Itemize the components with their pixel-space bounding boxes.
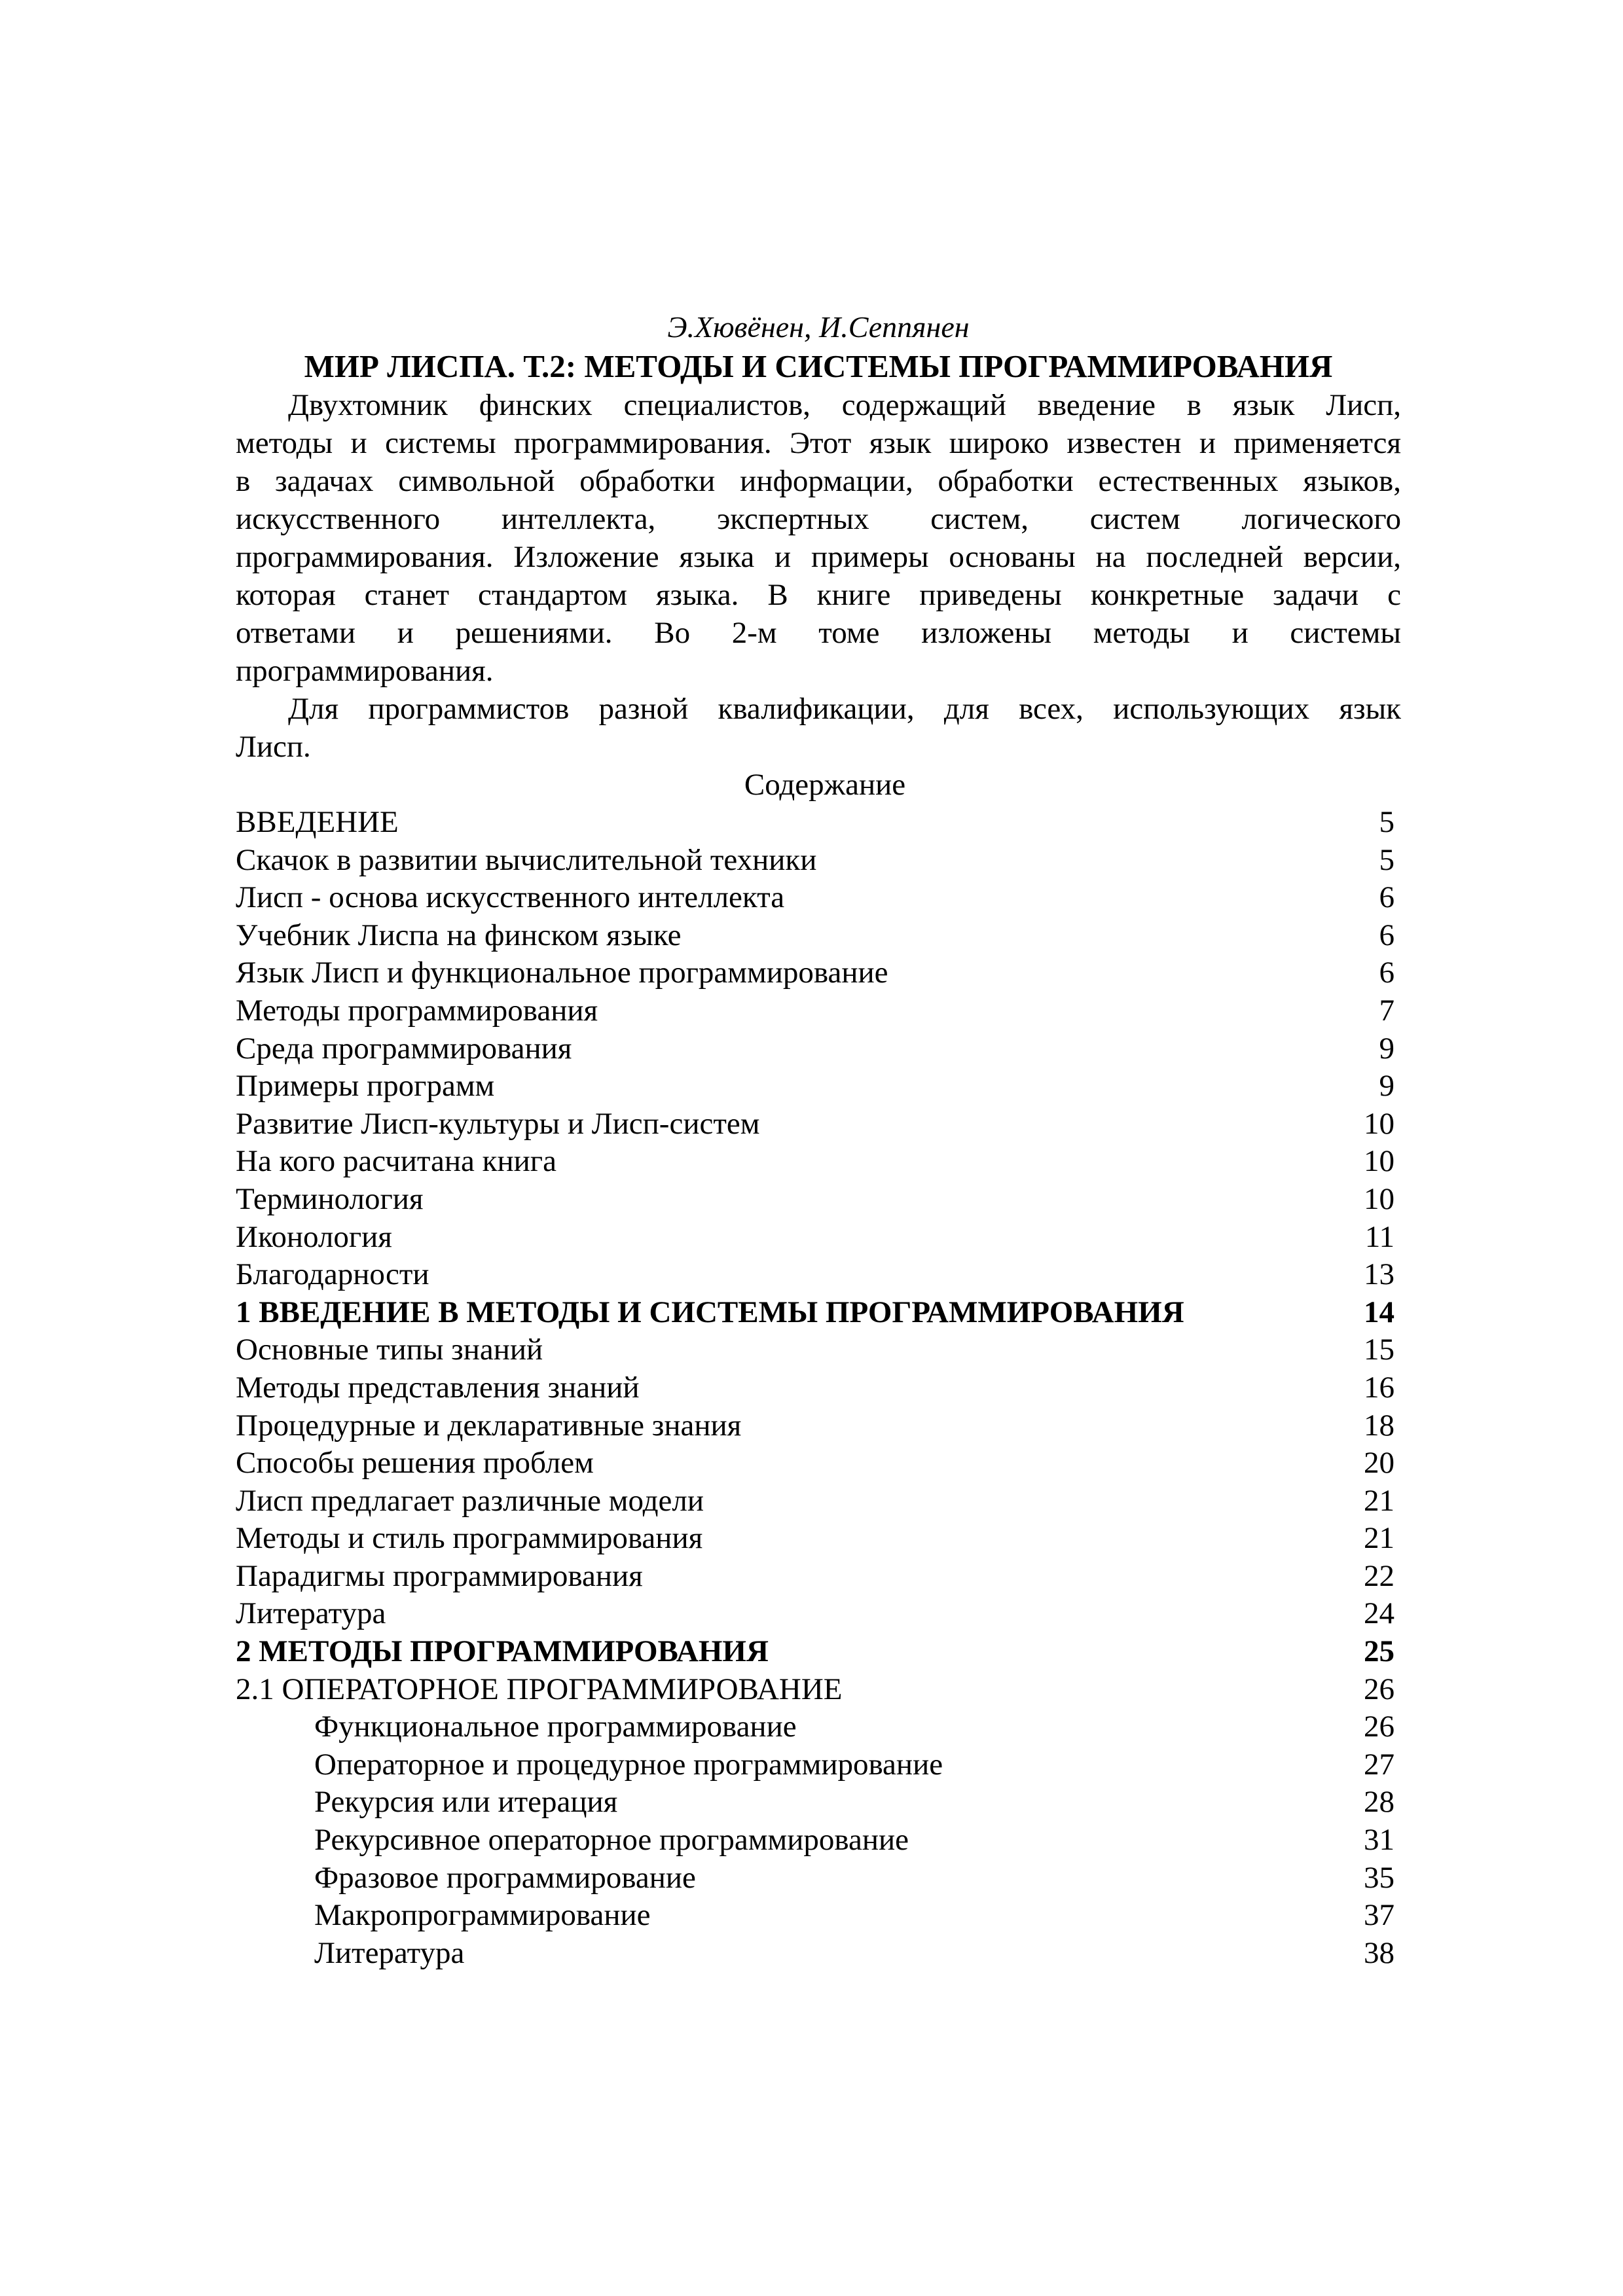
toc-entry-page: 27 [1364,1747,1395,1782]
toc-entry [236,1181,1401,1219]
toc-entry-title: Способы решения проблем [236,1446,594,1480]
toc-entry-title: Операторное и процедурное программирование [314,1747,943,1782]
toc-entry-page: 28 [1364,1785,1395,1820]
description-line: программирования. Изложение языка и примеры основаны на последней версии, [236,540,1401,574]
description-line: программирования. [236,654,494,688]
toc-entry-page: 25 [1364,1634,1395,1669]
toc-entry-title: Лисп - основа искусственного интеллекта [236,880,785,915]
toc-entry [236,1746,1401,1784]
book-authors: Э.Хювёнен, И.Сеппянен [667,310,970,344]
toc-entry-title: Благодарности [236,1257,429,1292]
toc-entry-title: 2 МЕТОДЫ ПРОГРАММИРОВАНИЯ [236,1634,769,1669]
toc-entry-page: 5 [1379,805,1395,839]
toc-entry-page: 37 [1364,1898,1395,1933]
toc-entry-title: Методы представления знаний [236,1370,640,1405]
description-line: в задачах символьной обработки информации, обработки естественных языков, [236,464,1401,498]
toc-entry [236,1482,1401,1520]
toc-entry-title: Рекурсивное операторное программирование [314,1823,909,1857]
toc-entry [236,1821,1401,1859]
toc-entry-page: 21 [1364,1483,1395,1518]
toc-entry [236,1331,1401,1369]
toc-entry [236,917,1401,955]
toc-entry [236,992,1401,1030]
toc-entry [236,1369,1401,1407]
toc-entry-page: 9 [1379,1069,1395,1103]
toc-entry-page: 26 [1364,1710,1395,1744]
toc-entry [236,1030,1401,1068]
toc-entry [236,842,1401,880]
toc-entry [236,1784,1401,1821]
document-page [236,308,1401,1972]
audience-line: Лисп. [236,730,311,764]
toc-entry-title: Макропрограммирование [314,1898,651,1933]
toc-entry [236,1520,1401,1558]
toc-entry-page: 18 [1364,1408,1395,1443]
toc-entry-page: 26 [1364,1672,1395,1706]
toc-entry-title: Основные типы знаний [236,1333,543,1367]
toc-entry [236,1219,1401,1257]
toc-entry-title: ВВЕДЕНИЕ [236,805,399,839]
toc-entry-page: 6 [1379,880,1395,915]
book-title: МИР ЛИСПА. Т.2: МЕТОДЫ И СИСТЕМЫ ПРОГРАММИРОВАНИЯ [304,348,1333,384]
toc-entry [236,1067,1401,1105]
description-line: Двухтомник финских специалистов, содержащий введение в язык Лисп, [288,388,1401,422]
toc-entry-title: Иконология [236,1219,392,1254]
toc-entry [236,1708,1401,1746]
toc-entry-page: 9 [1379,1031,1395,1066]
toc-entry [236,1256,1401,1294]
toc-entry-page: 24 [1364,1596,1395,1631]
toc-entry-title: Учебник Лиспа на финском языке [236,918,682,952]
toc-entry-title: Примеры программ [236,1069,495,1103]
toc-entry [236,1859,1401,1897]
description-line: которая станет стандартом языка. В книге приведены конкретные задачи с [236,578,1401,612]
toc-entry-page: 6 [1379,956,1395,990]
table-of-contents [236,804,1401,1972]
toc-entry-title: Фразовое программирование [314,1860,696,1895]
toc-entry-page: 21 [1364,1521,1395,1556]
description-line: ответами и решениями. Во 2-м томе изложены методы и системы [236,616,1401,650]
contents-heading: Содержание [744,768,906,802]
toc-entry [236,1105,1401,1143]
toc-entry-page: 15 [1364,1333,1395,1367]
toc-entry-title: Парадигмы программирования [236,1558,643,1593]
description-line: методы и системы программирования. Этот язык широко известен и применяется [236,426,1401,460]
toc-entry-page: 5 [1379,842,1395,877]
toc-entry-title: Литература [314,1935,465,1970]
toc-entry-title: Терминология [236,1181,424,1216]
description-line: искусственного интеллекта, экспертных систем, систем логического [236,502,1401,536]
toc-entry-page: 13 [1364,1257,1395,1292]
toc-entry-title: Процедурные и декларативные знания [236,1408,742,1443]
toc-entry [236,1143,1401,1181]
toc-entry-page: 11 [1364,1219,1395,1254]
toc-entry-title: Развитие Лисп-культуры и Лисп-систем [236,1106,760,1141]
toc-entry-page: 10 [1364,1106,1395,1141]
toc-entry-page: 22 [1364,1558,1395,1593]
toc-entry-title: Лисп предлагает различные модели [236,1483,704,1518]
toc-entry-title: Литература [236,1596,386,1631]
toc-entry [236,954,1401,992]
toc-entry [236,1935,1401,1973]
toc-entry-page: 10 [1364,1181,1395,1216]
book-audience [236,690,1401,766]
toc-entry-title: 2.1 ОПЕРАТОРНОЕ ПРОГРАММИРОВАНИЕ [236,1672,843,1706]
toc-entry-page: 6 [1379,918,1395,952]
audience-line: Для программистов разной квалификации, для всех, использующих язык [288,692,1401,726]
toc-entry-title: На кого расчитана книга [236,1144,556,1179]
toc-entry [236,1407,1401,1445]
book-description [236,386,1401,690]
toc-entry [236,804,1401,842]
toc-entry-title: Рекурсия или итерация [314,1785,618,1820]
toc-entry-page: 35 [1364,1860,1395,1895]
toc-entry [236,1897,1401,1935]
toc-entry-title: Среда программирования [236,1031,572,1066]
toc-entry-page: 20 [1364,1446,1395,1480]
toc-entry-title: Методы программирования [236,993,598,1028]
toc-entry [236,1294,1401,1332]
toc-entry [236,1558,1401,1596]
toc-entry-page: 31 [1364,1823,1395,1857]
toc-entry [236,1633,1401,1671]
toc-entry-title: Скачок в развитии вычислительной техники [236,842,817,877]
toc-entry-page: 38 [1364,1935,1395,1970]
toc-entry [236,879,1401,917]
toc-entry-title: Функциональное программирование [314,1710,797,1744]
toc-entry-title: Язык Лисп и функциональное программирование [236,956,888,990]
toc-entry [236,1595,1401,1633]
toc-entry [236,1671,1401,1709]
toc-entry [236,1444,1401,1482]
toc-entry-page: 10 [1364,1144,1395,1179]
toc-entry-title: Методы и стиль программирования [236,1521,703,1556]
toc-entry-page: 14 [1364,1295,1395,1329]
toc-entry-title: 1 ВВЕДЕНИЕ В МЕТОДЫ И СИСТЕМЫ ПРОГРАММИРОВАНИЯ [236,1295,1184,1329]
toc-entry-page: 16 [1364,1370,1395,1405]
toc-entry-page: 7 [1379,993,1395,1028]
